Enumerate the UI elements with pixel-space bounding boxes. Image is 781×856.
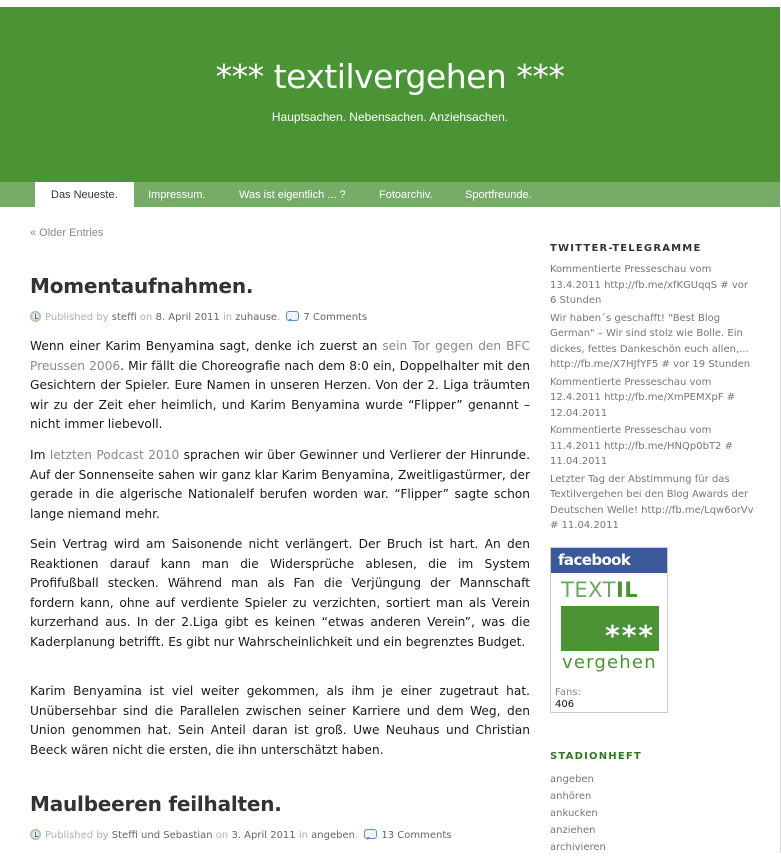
site-tagline: Hauptsachen. Nebensachen. Anziehsachen. — [271, 110, 509, 124]
tweet-item[interactable]: Kommentierte Presseschau vom 13.4.2011 http://fb.me/xfKGUqqS # vor 6 Stunden — [550, 264, 749, 306]
nav-item-was-ist-eigentlich[interactable]: Was ist eigentlich ... ? — [239, 189, 346, 201]
logo-stars: *** — [605, 619, 655, 652]
tweet-item[interactable]: Kommentierte Presseschau vom 12.4.2011 http://fb.me/XmPEMXpF # 12.04.2011 — [550, 376, 736, 419]
post-date: 3. April 2011 — [231, 830, 296, 841]
category-link-ankucken[interactable]: ankucken — [550, 808, 598, 819]
published-by-label: Published by — [45, 830, 109, 841]
facebook-logo: facebook — [551, 548, 667, 573]
post-title[interactable]: Maulbeeren feilhalten. — [30, 792, 282, 816]
logo-text: TEXT — [561, 578, 616, 602]
post-author-link[interactable]: Steffi und Sebastian — [111, 830, 213, 841]
post-category-link[interactable]: zuhause — [235, 312, 278, 323]
post-paragraph: Sein Vertrag wird am Saisonende nicht verlängert. Der Bruch ist hart. An den Reaktionen darauf kann man die Widersprüche ablesen, die im System Profifußball stecken. Während man als Fan die Verjüngung der Mannschaft fordern kann, ohne auf verdiente Spieler zu verzichten, sortiert man als Verein kurzerhand aus. In der 2.Liga gibt es keinen “etwas anderen Verein”, was die Kaderplanung betrifft. Es gibt nur Wahrscheinlichkeit und ein begrenztes Budget. — [30, 537, 530, 649]
post-comments-link[interactable]: 13 Comments — [381, 830, 452, 841]
logo-vergehen-text: vergehen — [562, 652, 657, 673]
logo-green-block — [561, 606, 659, 651]
tweet-item[interactable]: Kommentierte Presseschau vom 11.4.2011 http://fb.me/HNQp0bT2 # 11.04.2011 — [550, 425, 733, 467]
stadionheft-widget — [550, 751, 760, 856]
paragraph-text: . Mir fällt die Choreografie nach dem 8:0 ein, Doppelhalter mit den Gesichtern der Spieler. Eure Namen in unseren Herzen. Von der 2. Liga träumten wir zu der Zeit eher heimlich, und Karim Benyamina wurde “Flipper” genannt – nicht immer liebevoll. — [30, 358, 530, 431]
in-label: in — [298, 830, 308, 841]
paragraph-text: Wenn einer Karim Benyamina sagt, denke ich zuerst an — [30, 339, 383, 353]
site-header — [0, 7, 780, 182]
nav-item-impressum[interactable]: Impressum. — [148, 189, 206, 201]
fans-label: Fans: — [555, 687, 581, 698]
category-link-anziehen[interactable]: anziehen — [550, 825, 596, 836]
facebook-fan-box[interactable] — [550, 547, 668, 713]
category-link-angeben[interactable]: angeben — [550, 774, 594, 785]
widget-title: STADIONHEFT — [550, 751, 642, 762]
category-link-archivieren[interactable]: archivieren — [550, 842, 606, 853]
post-paragraph — [30, 337, 530, 435]
separator: . — [354, 830, 359, 841]
on-label: on — [215, 830, 229, 841]
separator: . — [277, 312, 281, 323]
nav-item-das-neueste[interactable]: Das Neueste. — [35, 182, 134, 207]
site-title[interactable]: *** textilvergehen *** — [215, 57, 565, 96]
tweet-item[interactable]: Letzter Tag der Abstimmung für das Textilvergehen bei den Blog Awards der Deutschen Welle! http://fb.me/Lqw6orVv # 11.04.2011 — [550, 473, 754, 531]
paragraph-text: Im — [30, 448, 50, 462]
textil-logo-text — [561, 578, 638, 602]
clock-icon — [30, 311, 41, 322]
comment-bubble-icon — [286, 311, 299, 321]
in-label: in — [222, 312, 233, 323]
main-nav — [0, 182, 780, 207]
post-category-link[interactable]: angeben — [311, 830, 355, 841]
nav-item-fotoarchiv[interactable]: Fotoarchiv. — [379, 189, 433, 201]
inline-link[interactable]: letzten Podcast 2010 — [49, 448, 180, 462]
comment-bubble-icon — [364, 829, 377, 839]
twitter-widget — [550, 243, 760, 536]
post-paragraph: Karim Benyamina ist viel weiter gekommen, als ihm je einer zugetraut hat. Unübersehbar sind die Parallelen zwischen seiner Karriere und dem Weg, den Union genommen hat. Sein Anteil daran ist groß. Uwe Neuhaus und Christian Beeck wären nicht die ersten, die ihn unterschätzt haben. — [30, 684, 530, 757]
tweet-item[interactable]: Wir haben´s geschafft! "Best Blog German" – Wir sind stolz wie Bolle. Ein dickes, fettes Dankeschön euch allen,... http://fb.me/X7HJfYF5 # vor 19 Stunden — [550, 312, 751, 370]
nav-item-sportfreunde[interactable]: Sportfreunde. — [465, 189, 532, 201]
post-title[interactable]: Momentaufnahmen. — [30, 274, 254, 298]
post-comments-link[interactable]: 7 Comments — [303, 312, 368, 323]
post-date: 8. April 2011 — [155, 312, 220, 323]
post-meta — [30, 311, 367, 323]
post-paragraph — [30, 446, 530, 524]
fans-count: 406 — [555, 699, 575, 710]
inline-link[interactable]: sein Tor gegen den BFC Preussen 2006 — [30, 339, 531, 373]
post-author-link[interactable]: steffi — [111, 312, 137, 323]
logo-text-bold: IL — [615, 578, 639, 602]
older-entries-link[interactable]: « Older Entries — [30, 227, 104, 239]
published-by-label: Published by — [45, 312, 109, 323]
paragraph-text: sprachen wir über Gewinner und Verlierer der Hinrunde. Auf der Sonnenseite sahen wir ganz klar Karim Benyamina, Zweitligastürmer, der gerade in die algerische Nationalelf berufen worden war. “Flipper” sagte schon lange niemand mehr. — [30, 448, 530, 521]
on-label: on — [139, 312, 153, 323]
clock-icon — [30, 829, 41, 840]
category-link-anhoeren[interactable]: anhören — [550, 791, 592, 802]
post-meta — [30, 829, 451, 841]
widget-title: TWITTER-TELEGRAMME — [550, 243, 702, 254]
